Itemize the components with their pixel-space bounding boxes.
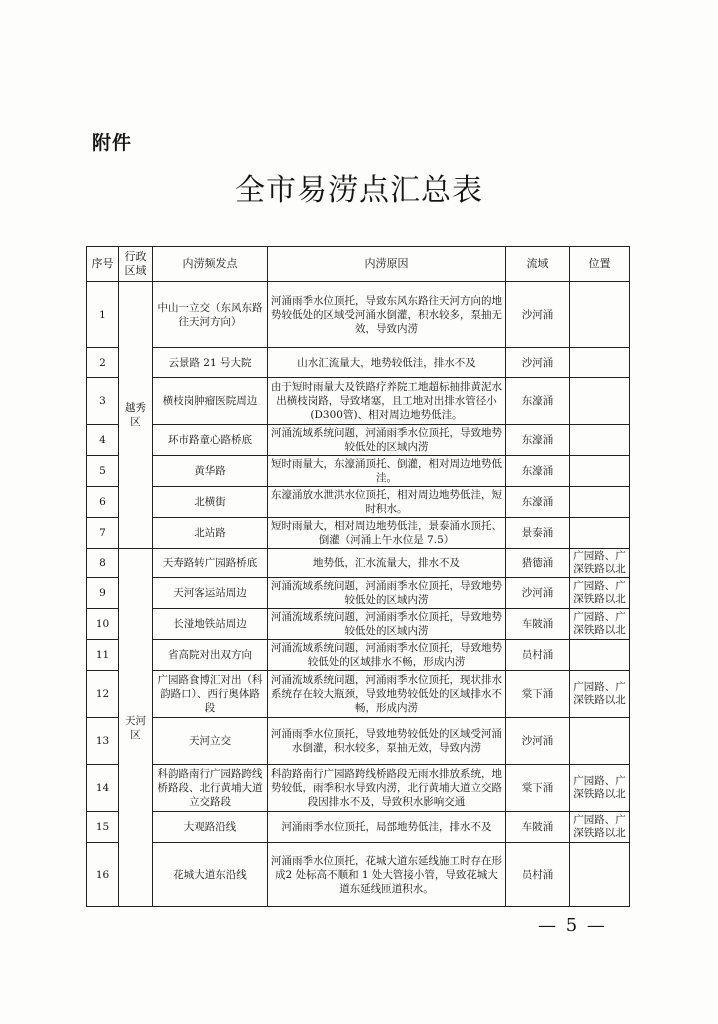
table-row [87,765,630,812]
cell-basin: 东濠涌 [506,425,570,456]
cell-no: 3 [87,378,119,425]
cell-reason: 河涌雨季水位顶托，导致地势较低处的区域受河涌水倒灌，积水较多，泵抽无效，导致内涝 [268,718,506,765]
cell-location: 广园路、广深铁路以北 [570,609,630,640]
cell-basin: 沙河涌 [506,718,570,765]
cell-location [570,378,630,425]
cell-basin: 车陂涌 [506,609,570,640]
page-number: — 5 — [538,915,607,936]
cell-spot: 天河立交 [153,718,268,765]
cell-location [570,843,630,907]
cell-basin: 东濠涌 [506,487,570,518]
table-row [87,843,630,907]
cell-district-yuexiu: 越秀区 [119,282,153,549]
cell-location [570,640,630,671]
cell-location [570,348,630,378]
cell-reason: 河涌雨季水位顶托，导致东风东路往天河方向的地势较低处的区域受河涌水倒灌，积水较多，泵抽无效，导致内涝 [268,282,506,348]
cell-no: 13 [87,718,119,765]
attachment-label: 附件 [92,132,133,154]
cell-location [570,718,630,765]
cell-location: 广园路、广深铁路以北 [570,549,630,578]
cell-spot: 中山一立交（东风东路往天河方向） [153,282,268,348]
cell-basin: 景泰涌 [506,518,570,549]
table-row [87,609,630,640]
cell-basin: 棠下涌 [506,671,570,718]
cell-spot: 横枝岗肿瘤医院周边 [153,378,268,425]
table-row [87,718,630,765]
table-row [87,518,630,549]
cell-location [570,425,630,456]
cell-spot: 天寿路转广园路桥底 [153,549,268,578]
table-row [87,456,630,487]
cell-no: 10 [87,609,119,640]
cell-spot: 北站路 [153,518,268,549]
cell-basin: 沙河涌 [506,348,570,378]
flood-points-table [86,246,630,907]
cell-spot: 天河客运站周边 [153,578,268,609]
cell-reason: 短时雨量大，相对周边地势低洼，景泰涌水顶托、倒灌（河涌上午水位是 7.5） [268,518,506,549]
cell-reason: 河涌流域系统问题，河涌雨季水位顶托，导致地势较低处的区域内涝 [268,578,506,609]
cell-spot: 花城大道东沿线 [153,843,268,907]
cell-spot: 大观路沿线 [153,812,268,843]
table-row [87,282,630,348]
cell-location [570,456,630,487]
cell-no: 16 [87,843,119,907]
cell-spot: 黄华路 [153,456,268,487]
cell-no: 1 [87,282,119,348]
cell-basin: 沙河涌 [506,578,570,609]
table-row [87,425,630,456]
header-location: 位置 [570,247,630,282]
cell-no: 9 [87,578,119,609]
cell-spot: 广园路食博汇对出（科韵路口）、西行奥体路段 [153,671,268,718]
cell-spot: 环市路童心路桥底 [153,425,268,456]
cell-location: 广园路、广深铁路以北 [570,671,630,718]
cell-spot: 省高院对出双方向 [153,640,268,671]
header-no: 序号 [87,247,119,282]
cell-location [570,518,630,549]
table-row [87,549,630,578]
cell-reason: 科韵路南行广园路跨线桥路段无雨水排放系统，地势较低，雨季积水导致内涝，北行黄埔大道立交路段因排水不及，导致积水影响交通 [268,765,506,812]
table-row [87,487,630,518]
cell-reason: 河涌雨季水位顶托，局部地势低洼，排水不及 [268,812,506,843]
cell-reason: 短时雨量大，东濠涌顶托、倒灌，相对周边地势低洼。 [268,456,506,487]
cell-basin: 沙河涌 [506,282,570,348]
cell-basin: 东濠涌 [506,456,570,487]
cell-no: 12 [87,671,119,718]
cell-no: 15 [87,812,119,843]
cell-reason: 东濠涌放水泄洪水位顶托，相对周边地势低洼，短时积水。 [268,487,506,518]
cell-basin: 棠下涌 [506,765,570,812]
cell-basin: 东濠涌 [506,378,570,425]
cell-reason: 河涌流域系统问题，河涌雨季水位顶托，导致地势较低处的区域内涝 [268,425,506,456]
table-row [87,640,630,671]
cell-no: 11 [87,640,119,671]
cell-spot: 北横街 [153,487,268,518]
cell-no: 7 [87,518,119,549]
table-row [87,578,630,609]
table-header-row [87,247,630,282]
cell-no: 4 [87,425,119,456]
cell-location: 广园路、广深铁路以北 [570,812,630,843]
table-row [87,671,630,718]
cell-location [570,282,630,348]
cell-reason: 河涌流域系统问题，河涌雨季水位顶托，导致地势较低处的区域排水不畅，形成内涝 [268,640,506,671]
cell-reason: 由于短时雨量大及铁路疗养院工地超标抽排黄泥水出横枝岗路，导致堵塞，且工地对出排水管径小(D300管)、相对周边地势低洼。 [268,378,506,425]
cell-basin: 猎德涌 [506,549,570,578]
cell-no: 6 [87,487,119,518]
cell-location: 广园路、广深铁路以北 [570,578,630,609]
cell-basin: 员村涌 [506,640,570,671]
cell-spot: 云景路 21 号大院 [153,348,268,378]
cell-reason: 河涌流域系统问题，河涌雨季水位顶托，现状排水系统存在较大瓶颈，导致地势较低处的区域排水不畅，形成内涝 [268,671,506,718]
cell-location [570,487,630,518]
cell-spot: 科韵路南行广园路跨线桥路段、北行黄埔大道立交路段 [153,765,268,812]
table-row [87,812,630,843]
cell-no: 8 [87,549,119,578]
header-reason: 内涝原因 [268,247,506,282]
header-basin: 流域 [506,247,570,282]
cell-location: 广园路、广深铁路以北 [570,765,630,812]
cell-basin: 车陂涌 [506,812,570,843]
cell-spot: 长湴地铁站周边 [153,609,268,640]
cell-reason: 地势低，汇水流量大，排水不及 [268,549,506,578]
header-district: 行政区域 [119,247,153,282]
cell-no: 14 [87,765,119,812]
cell-reason: 河涌流域系统问题，河涌雨季水位顶托，导致地势较低处的区域内涝 [268,609,506,640]
header-spot: 内涝频发点 [153,247,268,282]
cell-reason: 山水汇流量大，地势较低洼，排水不及 [268,348,506,378]
cell-basin: 员村涌 [506,843,570,907]
cell-reason: 河涌雨季水位顶托，花城大道东延线施工时存在形成2 处标高不顺和 1 处大管接小管，导致花城大道东延线匝道积水。 [268,843,506,907]
cell-district-tianhe: 天河区 [119,549,153,907]
cell-no: 2 [87,348,119,378]
table-row [87,378,630,425]
document-title: 全市易涝点汇总表 [235,173,483,208]
table-row [87,348,630,378]
cell-no: 5 [87,456,119,487]
